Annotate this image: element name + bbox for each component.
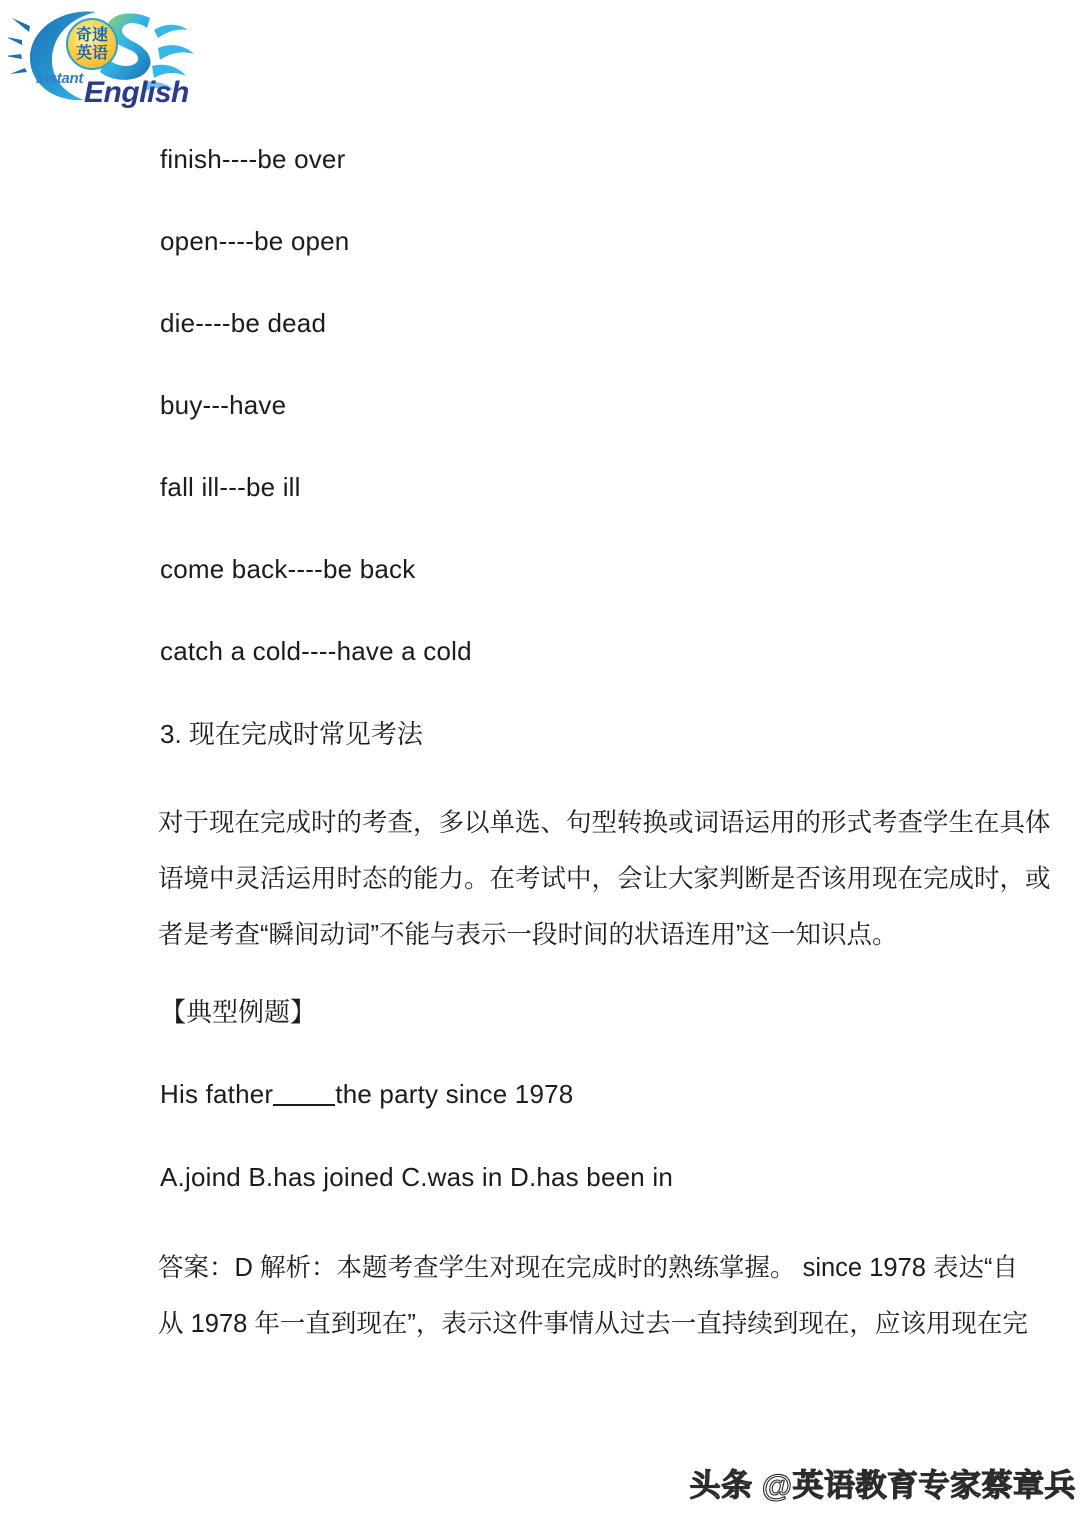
verb-pair-line: open----be open — [160, 226, 350, 256]
logo-english-text: English — [84, 76, 189, 109]
question-stem — [160, 1077, 573, 1111]
verb-pair-line: finish----be over — [160, 144, 346, 174]
intro-paragraph-line: 语境中灵活运用时态的能力。在考试中，会让大家判断是否该用现在完成时，或 — [158, 865, 1051, 893]
answer-blank — [273, 1104, 335, 1106]
question-stem-suffix: the party since 1978 — [335, 1079, 574, 1109]
site-logo — [8, 4, 198, 110]
verb-pair-line: die----be dead — [160, 308, 327, 338]
section-heading: 3. 现在完成时常见考法 — [160, 719, 423, 749]
question-options: A.joind B.has joined C.was in D.has been in — [160, 1162, 674, 1192]
answer-explanation-line: 答案：D 解析：本题考查学生对现在完成时的熟练掌握。 since 1978 表达“自 — [158, 1254, 1019, 1282]
answer-explanation-line: 从 1978 年一直到现在”，表示这件事情从过去一直持续到现在，应该用现在完 — [158, 1310, 1028, 1338]
intro-paragraph — [158, 795, 1051, 963]
verb-pair-line: come back----be back — [160, 554, 416, 584]
verb-pair-line: buy---have — [160, 390, 287, 420]
answer-explanation — [158, 1240, 1028, 1352]
logo-badge — [66, 18, 118, 70]
footer-watermark: 头条 @英语教育专家蔡章兵 — [689, 1468, 1076, 1503]
logo-badge-line2: 英语 — [75, 43, 108, 62]
logo-instant-text: Instant — [36, 70, 84, 87]
intro-paragraph-line: 者是考查“瞬间动词”不能与表示一段时间的状语连用”这一知识点。 — [158, 921, 898, 949]
logo-badge-line1: 奇速 — [75, 25, 108, 44]
verb-pair-line: catch a cold----have a cold — [160, 636, 472, 666]
verb-pair-line: fall ill---be ill — [160, 472, 301, 502]
intro-paragraph-line: 对于现在完成时的考查，多以单选、句型转换或词语运用的形式考查学生在具体 — [158, 809, 1051, 837]
question-stem-prefix: His father — [160, 1079, 274, 1109]
example-label: 【典型例题】 — [160, 997, 317, 1027]
